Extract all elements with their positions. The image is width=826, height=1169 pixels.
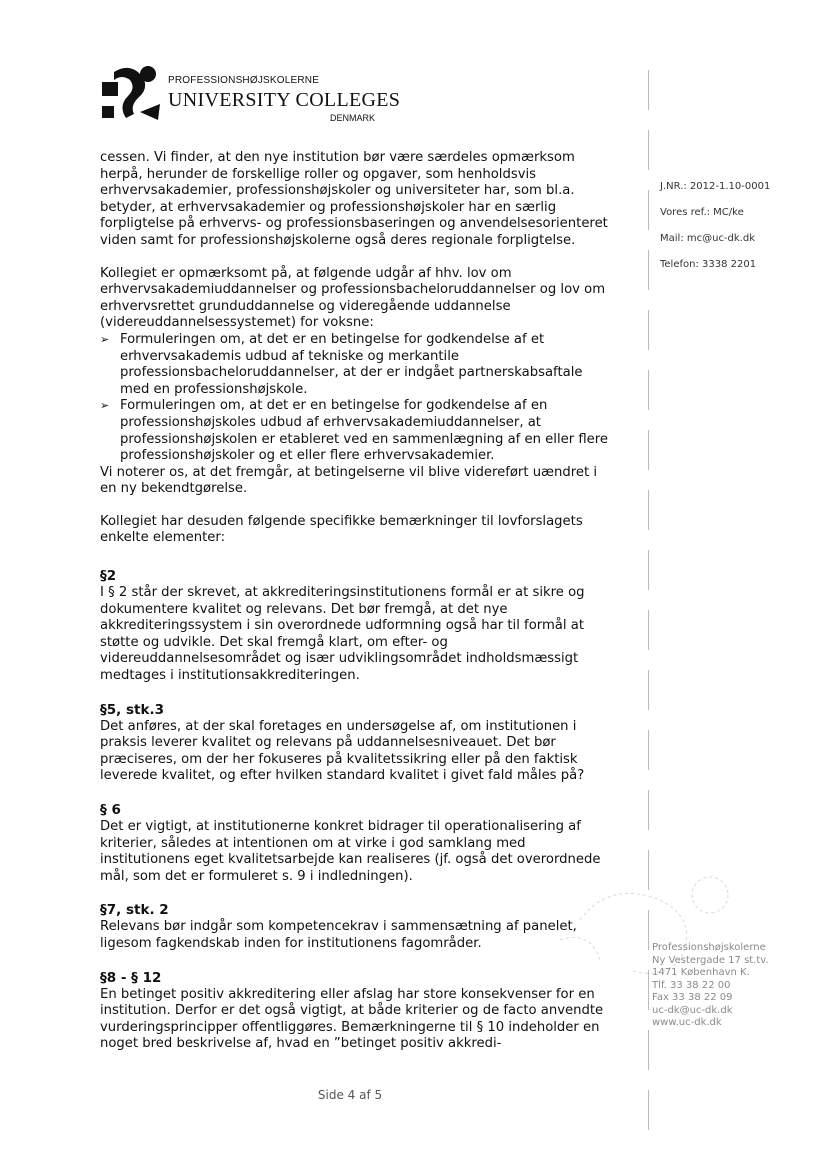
arrow-bullet-icon: ➢ xyxy=(100,399,110,413)
section-2 xyxy=(100,567,612,685)
address-phone: Tlf. 33 38 22 00 xyxy=(652,979,731,991)
section-8-12 xyxy=(100,969,612,1053)
paragraph-2 xyxy=(100,266,612,332)
reference-sidebar xyxy=(660,180,770,284)
arrow-bullet-icon: ➢ xyxy=(100,332,110,346)
bullet-2-text: Formuleringen om, at det er en betingelse for godkendelse af en professionshøjskoles udbud af erhvervsakademiuddannelser, at professionshøjskolen er etableret ved en sammenlægning af en eller flere professionshøjskoler og et eller flere erhvervsakademier. xyxy=(120,398,609,464)
list-item xyxy=(100,398,612,464)
phone-number: Telefon: 3338 2201 xyxy=(660,259,757,270)
section-7 xyxy=(100,901,612,952)
section-heading: §2 xyxy=(100,568,117,585)
section-heading: § 6 xyxy=(100,802,121,818)
org-name-main: UNIVERSITY COLLEGES xyxy=(168,89,401,111)
section-text: Det anføres, at der skal foretages en undersøgelse af, om institutionen i praksis leverer kvalitet og relevans på uddannelsesniveauet. Det bør præciseres, om der her fokuseres på kvalitetssikring eller på den faktisk leverede kvalitet, og efter hvilken standard kvalitet i givet fald måles på? xyxy=(100,718,585,784)
org-name-sub: DENMARK xyxy=(330,113,376,123)
paragraph-1: cessen. Vi finder, at den nye institution bør være særdeles opmærksom herpå, herunder de forskellige roller og opgaver, som henholdsvis erhvervsakademier, professionshøjskoler og universiteter har, som bl.a. betyder, at erhvervsakademier og professionshøjskoler har en særlig forpligtelse på erhvervs- og professionsbaseringen og anvendelsesorienteret viden samt for professionshøjskolerne også deres regionale forpligtelse. xyxy=(100,150,608,248)
paragraph-2-text: Kollegiet er opmærksomt på, at følgende udgår af hhv. lov om erhvervsakademiuddannelser og professionsbacheloruddannelser og lov om erhvervsrettet grunduddannelse og videregående uddannelse (videreuddannelsessystemet) for voksne: xyxy=(100,265,606,331)
address-street: Ny Vestergade 17 st.tv. xyxy=(652,954,769,966)
address-city: 1471 København K. xyxy=(652,967,750,978)
our-reference: Vores ref.: MC/ke xyxy=(660,207,744,218)
section-text: Relevans bør indgår som kompetencekrav i sammensætning af panelet, ligesom fagkendskab inden for institutionens fagområder. xyxy=(100,919,577,951)
org-name-top: PROFESSIONSHØJSKOLERNE xyxy=(168,75,320,86)
section-text: En betinget positiv akkreditering eller afslag har store konsekvenser for en institution. Derfor er det også vigtigt, at både kriterier og de facto anvendte vurderingsprincipper offentliggøres. Bemærkningerne til § 10 indeholder en noget bred beskrivelse af, hvad en ”betinget positiv akkredi- xyxy=(100,986,604,1052)
list-item xyxy=(100,332,612,398)
page-number: Side 4 af 5 xyxy=(317,1088,383,1102)
address-fax: Fax 33 38 22 09 xyxy=(652,992,733,1003)
address-email: uc-dk@uc-dk.dk xyxy=(652,1004,733,1016)
section-6 xyxy=(100,801,612,885)
section-heading: §8 - § 12 xyxy=(100,969,162,986)
section-heading: §5, stk.3 xyxy=(100,701,164,718)
bullet-list xyxy=(100,332,612,465)
paragraph-4: Kollegiet har desuden følgende specifikke bemærkninger til lovforslagets enkelte elementer: xyxy=(100,513,583,546)
section-heading: §7, stk. 2 xyxy=(100,902,169,919)
paragraph-3: Vi noterer os, at det fremgår, at betingelserne vil blive videreført uændret i en ny bekendtgørelse. xyxy=(100,464,598,497)
section-text: Det er vigtigt, at institutionerne konkret bidrager til operationalisering af kriterier, således at intentionen om at virke i god samklang med institutionens eget kvalitetsarbejde kan realiseres (jf. også det overordnede mål, som det er formuleret s. 9 i indledningen). xyxy=(100,819,601,884)
letter-body xyxy=(100,150,612,1069)
mail-address: Mail: mc@uc-dk.dk xyxy=(660,233,755,244)
address-org: Professionshøjskolerne xyxy=(652,942,766,953)
bullet-1-text: Formuleringen om, at det er en betingelse for godkendelse af et erhvervsakademis udbud af tekniske og merkantile professionsbacheloruddannelser, at der er indgået partnerskabsaftale med en professionshøjskole. xyxy=(120,331,583,397)
journal-number: J.NR.: 2012-1.10-0001 xyxy=(660,181,771,192)
address-website: www.uc-dk.dk xyxy=(652,1017,722,1028)
professionshojskolerne-logo xyxy=(100,62,162,124)
address-block xyxy=(652,942,769,1030)
section-5 xyxy=(100,701,612,785)
section-text: I § 2 står der skrevet, at akkrediteringsinstitutionens formål er at sikre og dokumentere kvalitet og relevans. Det bør fremgå, at det nye akkrediteringssystem i sin overordnede udformning også har til formål at støtte og udvikle. Det skal fremgå klart, om efter- og videreuddannelsesområdet og især udviklingsområdet indholdsmæssigt medtages i institutionsakkrediteringen. xyxy=(100,585,585,684)
